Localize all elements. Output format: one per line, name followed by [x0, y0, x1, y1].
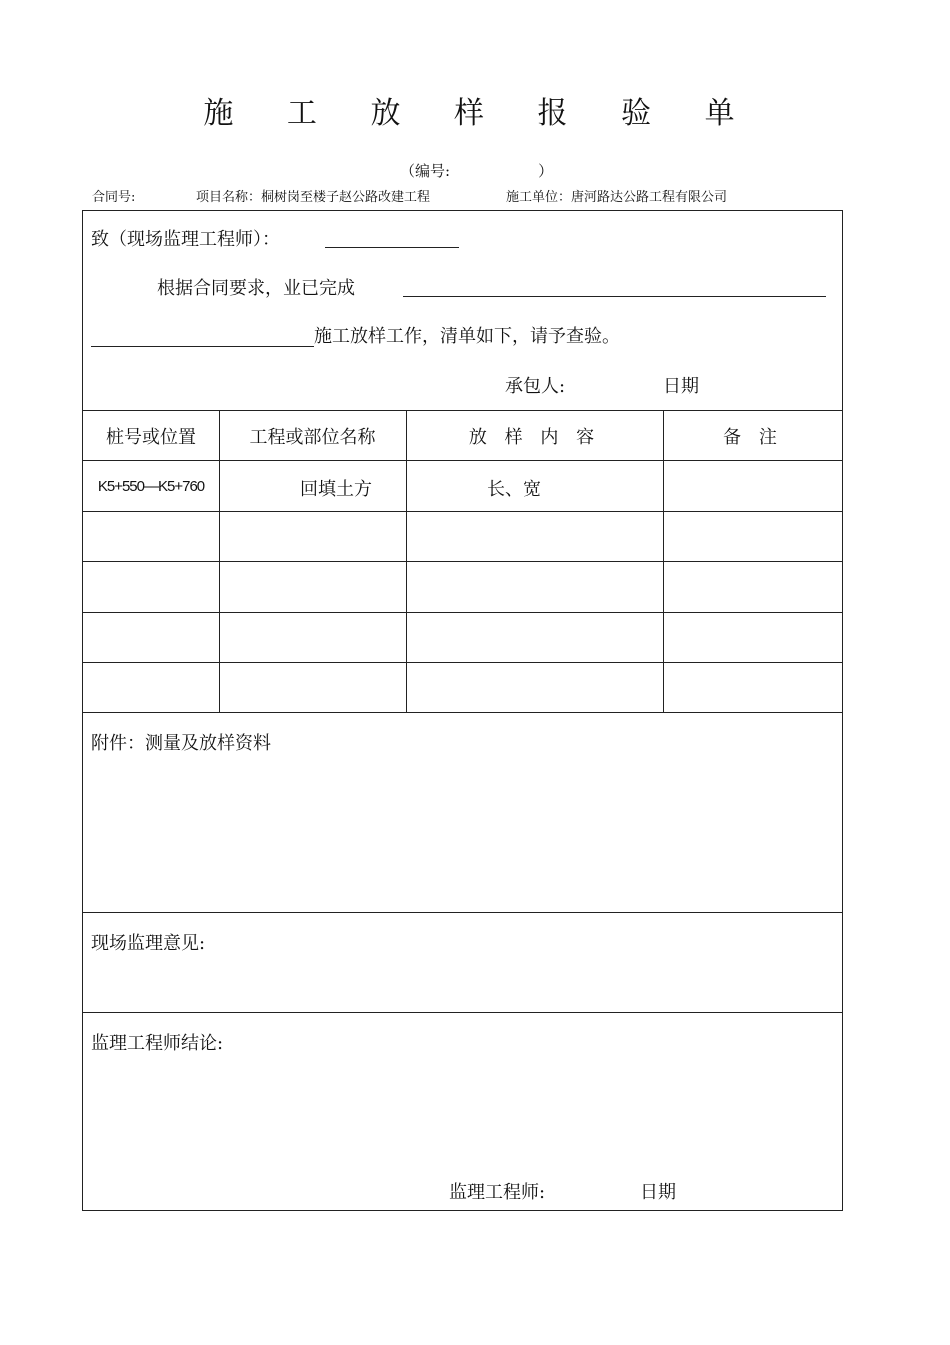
contract-number-label: 合同号: [92, 190, 136, 205]
site-opinion-bottom-border [83, 1012, 842, 1013]
contractor-date-label: 日期 [663, 376, 699, 397]
row-border [83, 662, 842, 663]
engineer-date-label: 日期 [640, 1182, 676, 1203]
conclusion-label: 监理工程师结论: [91, 1033, 224, 1054]
attachment-bottom-border [83, 912, 842, 913]
row-1-work-part[interactable]: 回填土方 [300, 479, 372, 500]
construction-unit: 施工单位：唐河路达公路工程有限公司 [506, 190, 728, 205]
serial-close: ） [538, 162, 554, 180]
recipient-field[interactable] [325, 247, 459, 248]
form-title: 施 工 放 样 报 验 单 [203, 96, 757, 131]
contractor-label: 承包人: [505, 376, 566, 397]
header-station: 桩号或位置 [106, 427, 196, 448]
header-bottom-border [83, 460, 842, 461]
serial-number [400, 160, 553, 181]
row-border [83, 612, 842, 613]
column-divider [406, 410, 407, 712]
row-border [83, 561, 842, 562]
column-divider [219, 410, 220, 712]
header-remarks: 备 注 [723, 427, 783, 448]
column-divider [663, 410, 664, 712]
row-border [83, 511, 842, 512]
table-top-border [83, 410, 842, 411]
request-line-1: 根据合同要求，业已完成 [157, 278, 355, 299]
project-name: 项目名称：桐树岗至楼子赵公路改建工程 [196, 190, 431, 205]
engineer-label: 监理工程师: [449, 1182, 546, 1203]
attachment-label: 附件：测量及放样资料 [91, 733, 271, 754]
site-opinion-label: 现场监理意见: [91, 933, 206, 954]
request-line-2: 施工放样工作，清单如下，请予查验。 [314, 326, 620, 347]
recipient-label: 致（现场监理工程师）： [91, 229, 280, 250]
serial-label: （编号: [400, 162, 451, 180]
completed-work-field[interactable] [403, 296, 826, 297]
header-setout-content: 放 样 内 容 [468, 427, 601, 448]
table-bottom-border [83, 712, 842, 713]
inspection-form [82, 210, 843, 1211]
work-item-field[interactable] [91, 346, 314, 347]
row-1-station[interactable]: K5+550—K5+760 [97, 478, 205, 495]
row-1-setout-content[interactable]: 长、宽 [487, 479, 541, 500]
header-work-part: 工程或部位名称 [249, 427, 376, 448]
